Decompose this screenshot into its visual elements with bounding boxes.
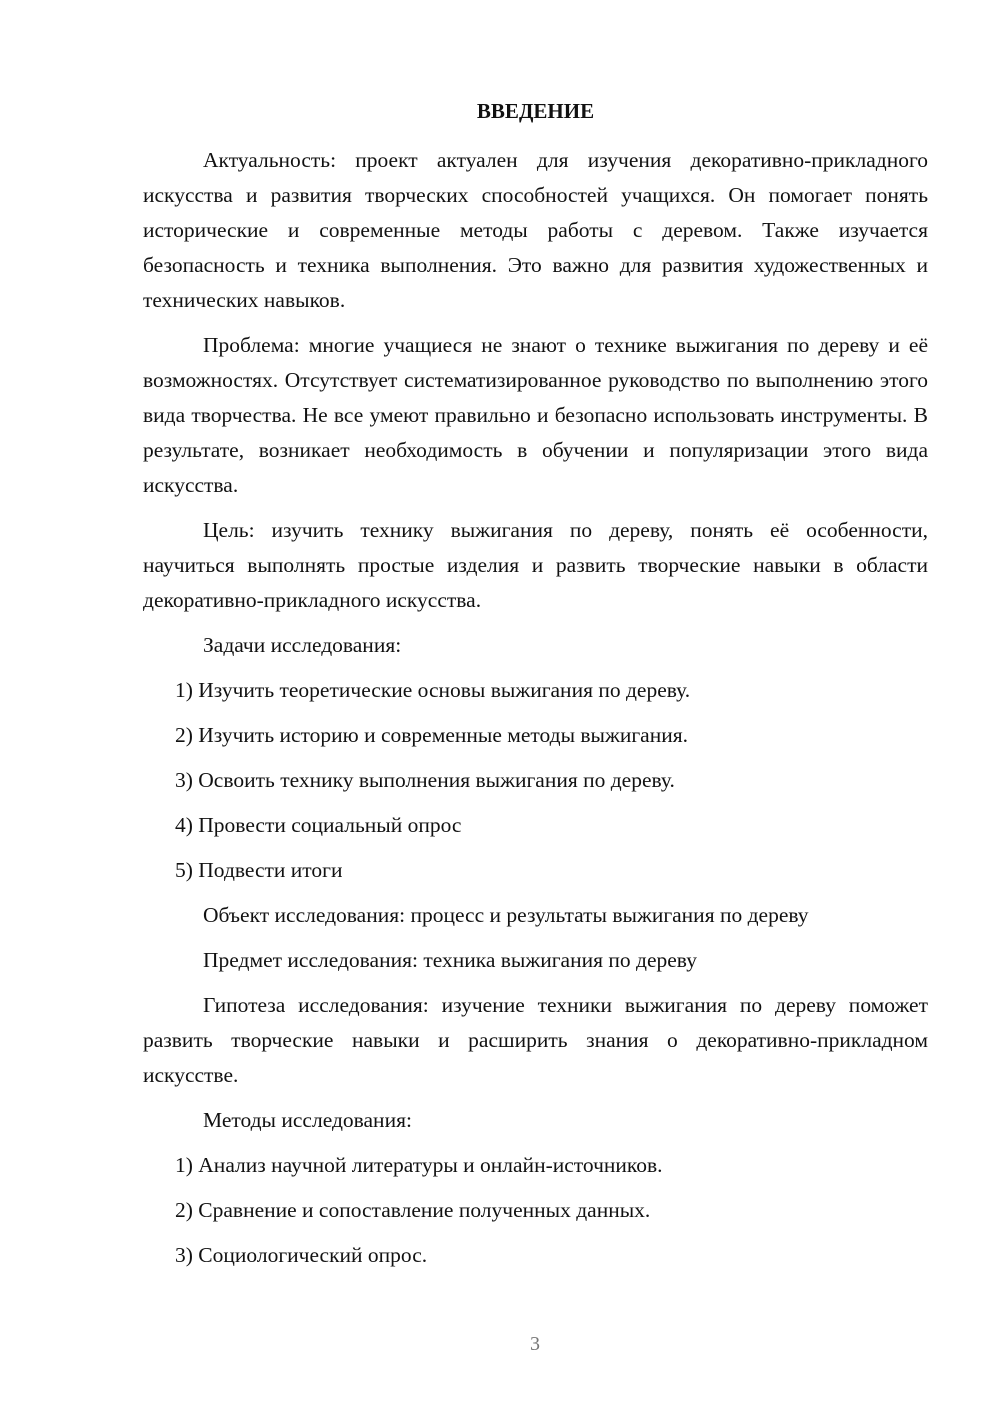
relevance-paragraph: Актуальность: проект актуален для изучения декоративно-прикладного искусства и развития творческих способностей учащихся. Он помогает понять исторические и современные методы работы с деревом. Также изучается безопасность и техника выполнения. Это важно для развития художественных и технических навыков. bbox=[143, 148, 928, 312]
methods-heading: Методы исследования: bbox=[203, 1108, 412, 1132]
problem-paragraph: Проблема: многие учащиеся не знают о технике выжигания по дереву и её возможностях. Отсутствует систематизированное руководство по выполнению этого вида творчества. Не все умеют правильно и безопасно использовать инструменты. В результате, возникает необходимость в обучении и популяризации этого вида искусства. bbox=[143, 333, 928, 497]
method-item-1: 1) Анализ научной литературы и онлайн-источников. bbox=[175, 1153, 663, 1177]
task-item-5: 5) Подвести итоги bbox=[175, 858, 343, 882]
task-item-4: 4) Провести социальный опрос bbox=[175, 813, 462, 837]
task-item-1: 1) Изучить теоретические основы выжигания по дереву. bbox=[175, 678, 691, 702]
goal-paragraph: Цель: изучить технику выжигания по дереву, понять её особенности, научиться выполнять простые изделия и развить творческие навыки в области декоративно-прикладного искусства. bbox=[143, 518, 928, 612]
task-item-3: 3) Освоить технику выполнения выжигания по дереву. bbox=[175, 768, 675, 792]
page-number: 3 bbox=[530, 1333, 540, 1355]
task-item-2: 2) Изучить историю и современные методы выжигания. bbox=[175, 723, 688, 747]
hypothesis-paragraph: Гипотеза исследования: изучение техники выжигания по дереву поможет развить творческие навыки и расширить знания о декоративно-прикладном искусстве. bbox=[143, 993, 928, 1087]
section-title: ВВЕДЕНИЕ bbox=[476, 99, 595, 123]
tasks-heading: Задачи исследования: bbox=[203, 633, 402, 657]
research-object: Объект исследования: процесс и результаты выжигания по дереву bbox=[203, 903, 809, 927]
research-subject: Предмет исследования: техника выжигания по дереву bbox=[203, 948, 697, 972]
method-item-2: 2) Сравнение и сопоставление полученных данных. bbox=[175, 1198, 651, 1222]
document-body bbox=[143, 143, 928, 1283]
method-item-3: 3) Социологический опрос. bbox=[175, 1243, 428, 1267]
